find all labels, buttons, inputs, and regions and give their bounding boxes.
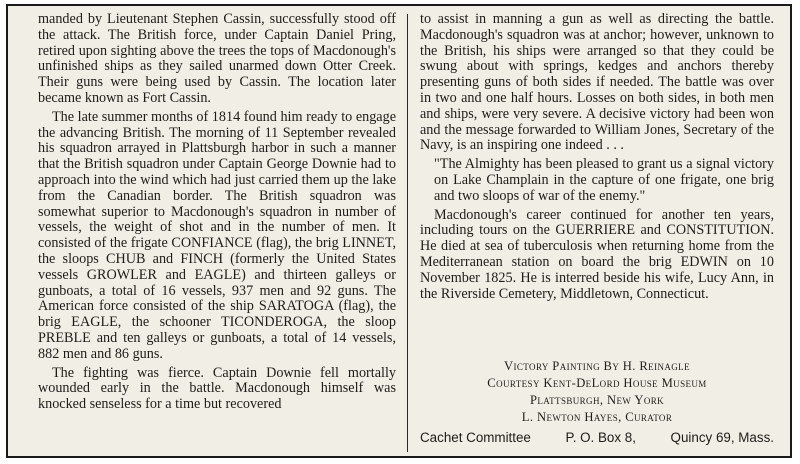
left-column — [38, 12, 396, 413]
footer-city: Quincy 69, Mass. — [670, 430, 774, 445]
footer-box: P. O. Box 8, — [565, 430, 636, 445]
right-paragraph-2: Macdonough's career continued for another ten years, including tours on the GUERRIERE and CONSTITUTION. He died at sea of tuberculosis when returning home from the Mediterranean station on board the brig EDWIN on 10 November 1825. He is interred beside his wife, Lucy Ann, in the Riverside Cemetery, Middletown, Connecticut. — [420, 206, 774, 302]
cachet-card — [6, 4, 792, 458]
credits-block — [420, 358, 774, 426]
credit-courtesy: Courtesy Kent-DeLord House Museum — [487, 376, 707, 390]
left-paragraph-2: The late summer months of 1814 found him ready to engage the advancing British. The morning of 11 September revealed his squadron arrayed in Plattsburgh harbor in such a manner that the British squadron under Captain George Downie had to approach into the wind which had just carried them up the lake from the Canadian border. The British squadron was somewhat superior to Macdonough's squadron in number of vessels, the weight of shot and in the number of men. It consisted of the frigate CONFIANCE (flag), the brig LINNET, the sloops CHUB and FINCH (formerly the United States vessels GROWLER and EAGLE) and thirteen galleys or gunboats, a total of 16 vessels, 937 men and 92 guns. The American force consisted of the ship SARATOGA (flag), the brig EAGLE, the schooner TICONDEROGA, the sloop PREBLE and ten galleys or gunboats, a total of 14 vessels, 882 men and 86 guns. — [38, 108, 396, 362]
column-divider — [407, 14, 408, 452]
victory-quote: "The Almighty has been pleased to grant us a signal victory on Lake Champlain in the capture of one frigate, one brig and two sloops of war of the enemy." — [434, 156, 774, 204]
credit-curator: L. Newton Hayes, Curator — [521, 410, 673, 424]
footer — [420, 430, 774, 445]
left-paragraph-1: manded by Lieutenant Stephen Cassin, successfully stood off the attack. The British force, under Captain Daniel Pring, retired upon sighting above the trees the tops of Macdonough's unfinished ships as they sailed unarmed down Otter Creek. Their guns were being used by Cassin. The location later became known as Fort Cassin. — [38, 11, 396, 106]
right-column — [420, 12, 774, 302]
credit-location: Plattsburgh, New York — [529, 393, 665, 407]
left-paragraph-3: The fighting was fierce. Captain Downie fell mortally wounded early in the battle. Macdonough himself was knocked senseless for a time but recovered — [38, 364, 396, 413]
credit-painting: Victory Painting By H. Reinagle — [504, 359, 690, 373]
footer-committee: Cachet Committee — [420, 430, 531, 445]
right-paragraph-1: to assist in manning a gun as well as directing the battle. Macdonough's squadron was at anchor; however, unknown to the British, his ships were arranged so that they could be swung about with springs, kedges and anchors thereby presenting guns of both sides if needed. The battle was over in two and one half hours. Losses on both sides, in both men and ships, were very severe. A decisive victory had been won and the message forwarded to William Jones, Secretary of the Navy, is an inspiring one indeed . . . — [420, 11, 774, 154]
